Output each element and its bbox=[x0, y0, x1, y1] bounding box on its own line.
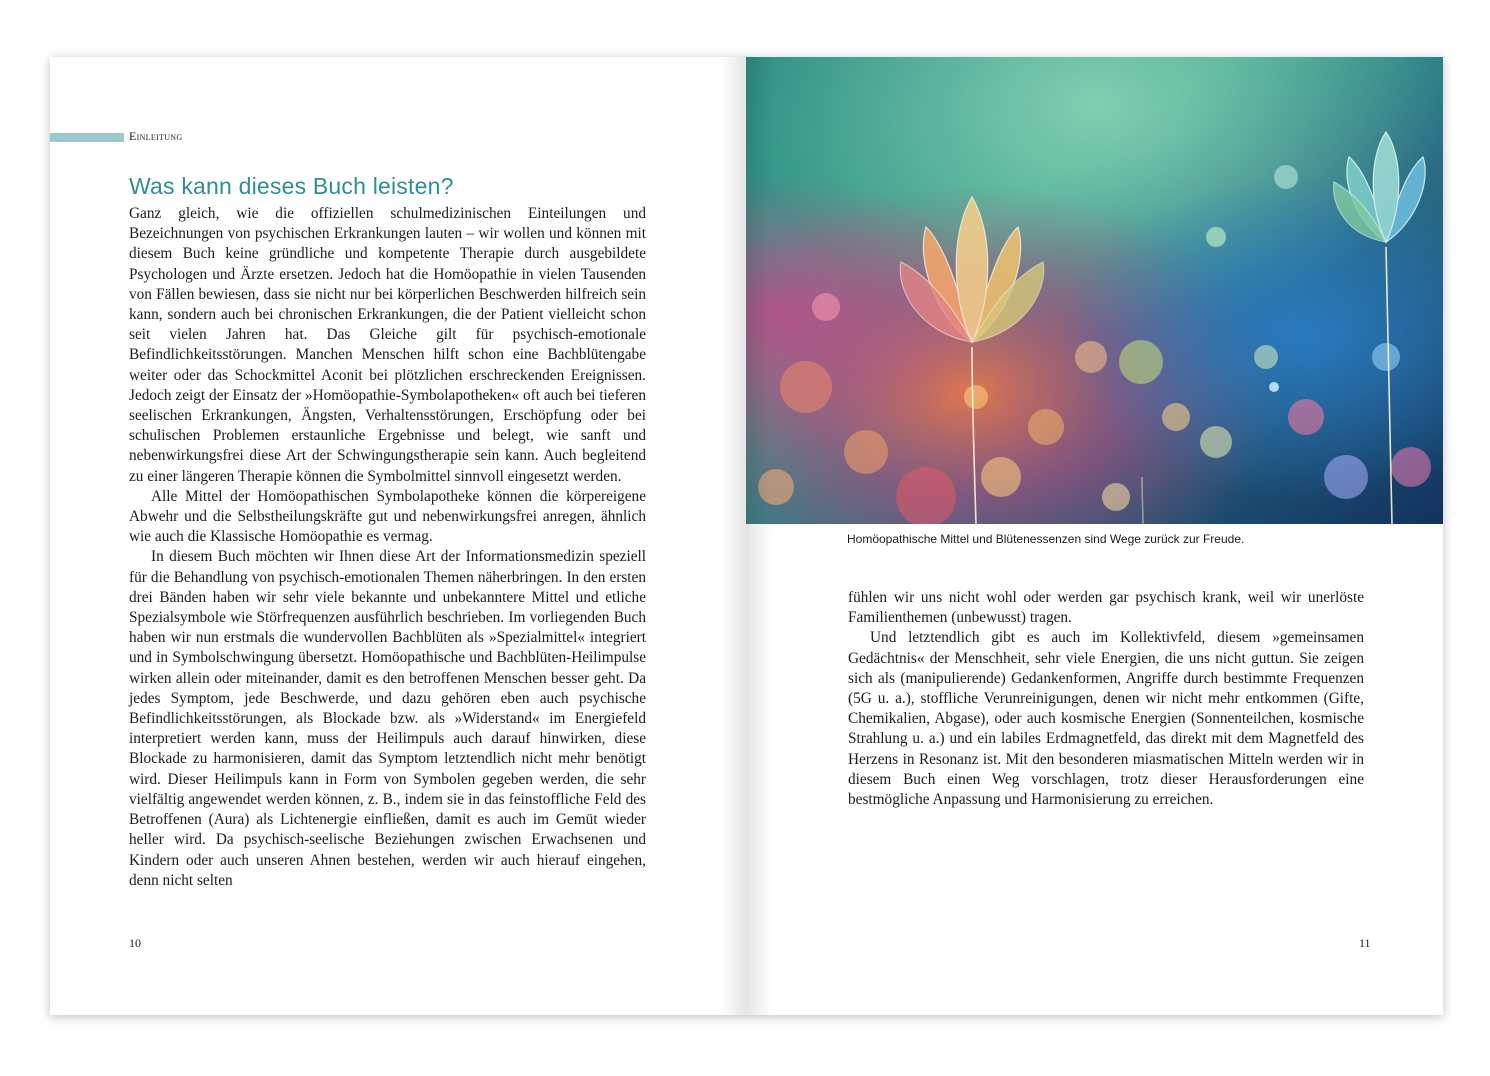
gutter-shadow-left bbox=[720, 57, 746, 1015]
page-number-right: 11 bbox=[1359, 936, 1371, 950]
section-marker-bar bbox=[50, 133, 124, 142]
section-label: Einleitung bbox=[129, 129, 183, 143]
photo-caption: Homöopathische Mittel und Blütenessenzen sind Wege zurück zur Freude. bbox=[847, 532, 1245, 546]
paragraph: fühlen wir uns nicht wohl oder werden gar psychisch krank, weil wir unerlöste Familienthemen (unbewusst) tragen. bbox=[848, 589, 1364, 627]
paragraph: Ganz gleich, wie die offiziellen schulmedizinischen Einteilungen und Bezeichnungen von psychischen Erkrankungen lauten – wir wollen und können mit diesem Buch keine gründliche und kompetente Therapie durch ausgebildete Psychologen und Ärzte ersetzen. Jedoch hat die Homöopathie in vielen Tausenden von Fällen bewiesen, dass sie nicht nur bei körperlichen Beschwerden hilfreich sein kann, sondern auch bei chronischen Erkrankungen, die der Patient vielleicht schon seit vielen Jahren hat. Das Gleiche gilt für psychisch-emotionale Befindlichkeitsstörungen. Manchen Menschen hilft schon eine Bachblütengabe weiter oder das Schockmittel Aconit bei plötzlichen erschreckenden Ereignissen. Jedoch zeigt der Einsatz der »Homöopathie-Symbolapotheken« oft auch bei tieferen seelischen Erkrankungen, Ängsten, Verhaltensstörungen, Erschöpfung oder bei schulischen Problemen erstaunliche Ergebnisse und belegt, wie sanft und nebenwirkungsfrei diese Art der Schwingungstherapie sein kann. Auch begleitend zu einer längeren Therapie können die Symbolmittel sinnvoll eingesetzt werden. bbox=[129, 205, 646, 485]
right-body-text bbox=[848, 588, 1364, 810]
gutter-shadow-right bbox=[746, 57, 772, 1015]
paragraph: Und letztendlich gibt es auch im Kollektivfeld, diesem »gemeinsamen Gedächtnis« der Menschheit, sehr viele Energien, die uns nicht guttun. Sie zeigen sich als (manipulierende) Gedankenformen, Angriffe durch bestimmte Frequenzen (5G u. a.), stoffliche Verunreinigungen, denen wir nicht mehr entkommen (Gifte, Chemikalien, Abgase), oder auch kosmische Energien (Sonnenteilchen, kosmische Strahlung u. a.) und ein labiles Erdmagnetfeld, das direkt mit dem Magnetfeld des Herzens in Resonanz ist. Mit den besonderen miasmatischen Mitteln werden wir in diesem Buch einen Weg vorschlagen, trotz dieser Herausforderungen eine bestmögliche Anpassung und Harmonisierung zu erreichen. bbox=[848, 629, 1364, 809]
flower-bokeh-photo bbox=[746, 57, 1443, 524]
left-body-text bbox=[129, 204, 646, 891]
right-page bbox=[746, 57, 1443, 1015]
page-number-left: 10 bbox=[129, 936, 141, 950]
paragraph: Alle Mittel der Homöopathischen Symbolapotheke können die körpereigene Abwehr und die Selbstheilungskräfte gut und nebenwirkungsfrei anregen, ähnlich wie auch die Klassische Homöopathie es vermag. bbox=[129, 487, 646, 546]
book-spread bbox=[50, 57, 1443, 1015]
left-page bbox=[50, 57, 746, 1015]
chapter-heading: Was kann dieses Buch leisten? bbox=[129, 173, 454, 199]
paragraph: In diesem Buch möchten wir Ihnen diese Art der Informationsmedizin speziell für die Behandlung von psychisch-emotionalen Themen näherbringen. In den ersten drei Bänden haben wir sehr viele bekannte und unbekanntere Mittel und etliche Spezialsymbole wie Störfrequenzen ausführlich beschrieben. Im vorliegenden Buch haben wir nun erstmals die wundervollen Bachblüten als »Spezialmittel« integriert und in Symbolschwingung übersetzt. Homöopathische und Bachblüten-Heilimpulse wirken allein oder miteinander, damit es den betroffenen Menschen besser geht. Da jedes Symptom, jede Beschwerde, und dazu gehören eben auch psychische Befindlichkeitsstörungen, als Blockade bzw. als »Widerstand« im Energiefeld interpretiert werden kann, muss der Heilimpuls auch darauf hinwirken, diese Blockade zu harmonisieren, damit das Symptom letztendlich nicht mehr benötigt wird. Dieser Heilimpuls kann in Form von Symbolen gegeben werden, die sehr vielfältig angewendet werden können, z. B., indem sie in das feinstoffliche Feld des Betroffenen (Aura) als Lichtenergie einfließen, damit es auch im Gemüt wieder heller wird. Da psychisch-seelische Beziehungen zwischen Erwachsenen und Kindern oder auch unseren Ahnen bestehen, werden wir auch hierauf eingehen, denn nicht selten bbox=[129, 548, 646, 889]
